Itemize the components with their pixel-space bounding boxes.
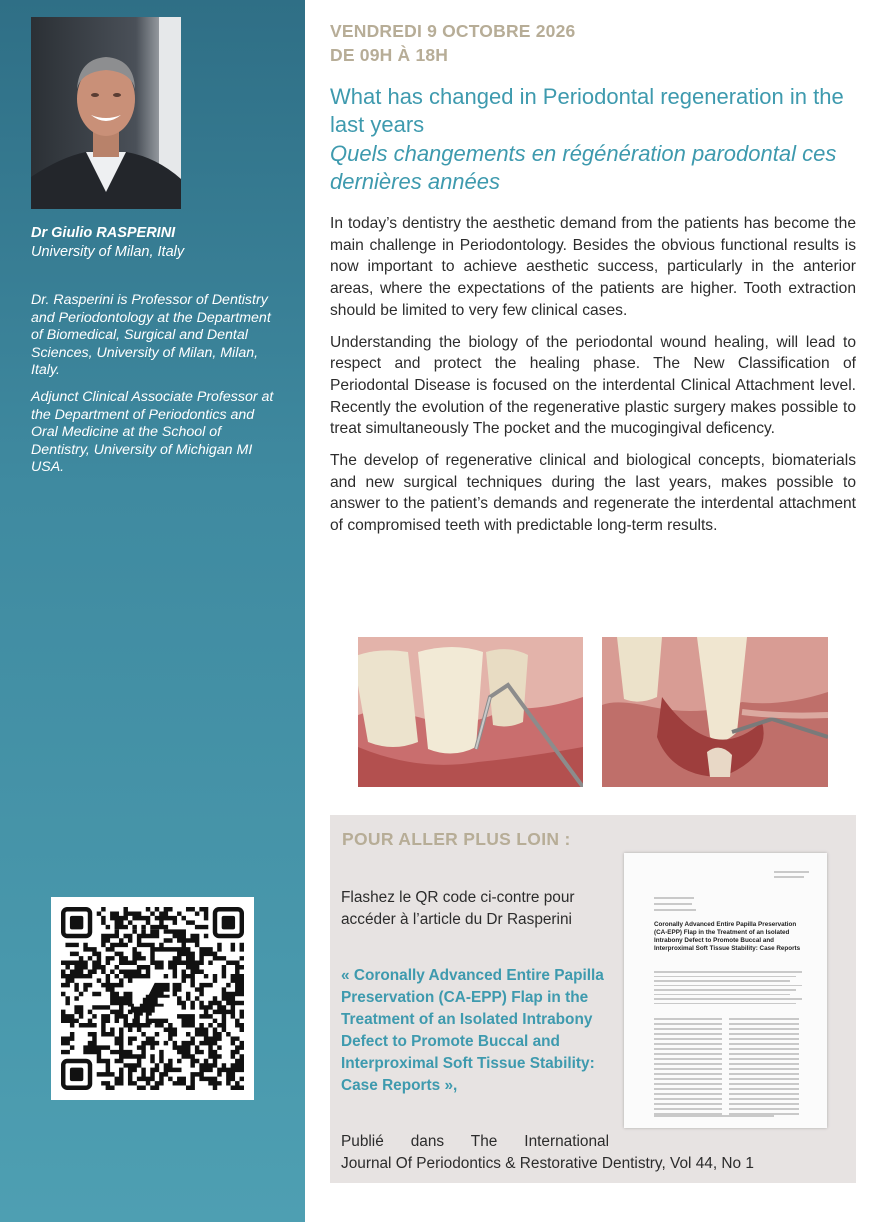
thumb-text-line <box>729 1038 799 1040</box>
body-paragraph: Understanding the biology of the periodontal wound healing, will lead to respect and protect the healing phase. The New Classification of Periodontal Disease is focused on the interdental Clinical Attachment level. Recently the evolution of the regenerative plastic surgery makes possible to treat simultaneously The pocket and the mucogingival deficency. <box>330 333 856 438</box>
event-date: VENDREDI 9 OCTOBRE 2026 <box>330 21 576 41</box>
body-paragraph: In today’s dentistry the aesthetic demand from the patients has become the main challenge in Periodontology. Besides the obvious functional results is now important to achieve aesthetic success, particularly in the anterior areas, where the expectations of the patients are higher. Tooth extraction should be limited to very few clinical cases. <box>330 215 856 319</box>
thumb-text-line <box>654 897 694 899</box>
thumb-text-line <box>729 1023 799 1025</box>
thumb-text-line <box>654 976 796 978</box>
article-thumbnail[interactable] <box>624 853 827 1128</box>
thumb-text-line <box>729 1048 799 1050</box>
thumb-text-line <box>729 1098 799 1100</box>
thumb-text-line <box>729 1093 799 1095</box>
thumb-text-line <box>654 1038 722 1040</box>
clinical-photo-icon <box>602 637 828 787</box>
thumb-text-line <box>654 1053 722 1055</box>
thumb-text-line <box>654 998 802 1000</box>
qr-finder-center <box>70 1068 83 1081</box>
thumb-text-line <box>729 1088 799 1090</box>
thumb-text-line <box>654 989 796 991</box>
thumb-text-line <box>654 985 802 987</box>
thumb-text-line <box>654 1063 722 1065</box>
thumb-text-line <box>729 1053 799 1055</box>
thumb-text-line <box>654 1058 722 1060</box>
speaker-photo-icon <box>31 17 181 209</box>
qr-finder-center <box>222 916 235 929</box>
bio-paragraph: Dr. Rasperini is Professor of Dentistry and Periodontology at the Department of Biomedical, Surgical and Dental Sciences, University of Milan, Milan, Italy. <box>31 292 271 379</box>
thumb-text-line <box>654 1003 796 1005</box>
thumb-text-line <box>654 1028 722 1030</box>
thumb-text-line <box>729 1033 799 1035</box>
publication-line: Journal Of Periodontics & Restorative Dentistry, Vol 44, No 1 <box>341 1155 754 1172</box>
thumb-text-line <box>729 1063 799 1065</box>
thumb-text-line <box>654 1083 722 1085</box>
thumb-text-line <box>654 1068 722 1070</box>
thumb-text-line <box>729 1018 799 1020</box>
thumb-text-line <box>654 1115 774 1117</box>
title-french: Quels changements en régénération parodontal ces dernières années <box>330 141 837 194</box>
thumb-text-line <box>729 1058 799 1060</box>
publication-info <box>341 1131 851 1175</box>
further-reading-box <box>330 815 856 1183</box>
further-intro: Flashez le QR code ci-contre pour accéder à l’article du Dr Rasperini <box>341 889 575 928</box>
publication-line: Publié dans The International <box>341 1133 609 1150</box>
event-time: DE 09H À 18H <box>330 45 449 65</box>
thumb-text-line <box>654 909 696 911</box>
speaker-sidebar <box>0 0 305 1222</box>
body-paragraph: The develop of regenerative clinical and biological concepts, biomaterials and new surgical techniques during the last years, makes possible to answer to the patient’s demands and regenerate the interdental attachment of compromised teeth with predictable long-term results. <box>330 452 856 535</box>
thumb-text-line <box>729 1108 799 1110</box>
thumb-text-line <box>654 1023 722 1025</box>
thumb-text-line <box>654 980 790 982</box>
bio-paragraph: Adjunct Clinical Associate Professor at the Department of Periodontics and Oral Medicine at the School of Dentistry, University of Michigan MI USA. <box>31 388 274 476</box>
qr-code-icon <box>51 897 254 1100</box>
thumb-text-line <box>654 1098 722 1100</box>
article-title[interactable]: « Coronally Advanced Entire Papilla Preservation (CA-EPP) Flap in the Treatment of an Isolated Intrabony Defect to Promote Buccal and Interproximal Soft Tissue Stability: Case Reports », <box>341 967 604 1094</box>
speaker-name: Dr Giulio RASPERINI <box>31 225 176 241</box>
thumb-text-line <box>729 1103 799 1105</box>
thumb-text-line <box>729 1028 799 1030</box>
thumb-text-line <box>774 871 809 873</box>
thumb-title: Coronally Advanced Entire Papilla Preservation (CA-EPP) Flap in the Treatment of an Isolated Intrabony Defect to Promote Buccal and Interproximal Soft Tissue Stability: Case Reports <box>654 921 801 952</box>
speaker-portrait <box>31 17 181 209</box>
clinical-photo-icon <box>358 637 583 787</box>
thumb-text-line <box>654 1043 722 1045</box>
thumb-text-line <box>729 1068 799 1070</box>
speaker-bio <box>31 292 276 486</box>
thumb-text-line <box>654 1073 722 1075</box>
speaker-affiliation: University of Milan, Italy <box>31 244 185 260</box>
title-english: What has changed in Periodontal regeneration in the last years <box>330 84 844 137</box>
thumb-text-line <box>654 971 802 973</box>
thumb-text-line <box>654 1103 722 1105</box>
thumb-text-line <box>654 1018 722 1020</box>
clinical-photo-probe <box>358 637 583 787</box>
thumb-text-line <box>654 1048 722 1050</box>
thumb-text-line <box>729 1073 799 1075</box>
thumb-text-line <box>654 994 790 996</box>
thumb-text-line <box>654 1093 722 1095</box>
thumb-text-line <box>774 876 804 878</box>
thumb-text-line <box>654 1033 722 1035</box>
qr-code[interactable] <box>51 897 254 1100</box>
thumb-text-line <box>654 1088 722 1090</box>
thumb-text-line <box>729 1078 799 1080</box>
thumb-text-line <box>654 1078 722 1080</box>
body-text <box>330 213 856 547</box>
event-date-block <box>330 19 575 67</box>
clinical-photo-surgery <box>602 637 828 787</box>
qr-dino-logo <box>128 983 170 1025</box>
thumb-text-line <box>654 1108 722 1110</box>
thumb-text-line <box>654 903 692 905</box>
qr-finder-center <box>70 916 83 929</box>
thumb-text-line <box>729 1083 799 1085</box>
further-heading: POUR ALLER PLUS LOIN : <box>342 829 571 849</box>
thumb-text-line <box>729 1043 799 1045</box>
